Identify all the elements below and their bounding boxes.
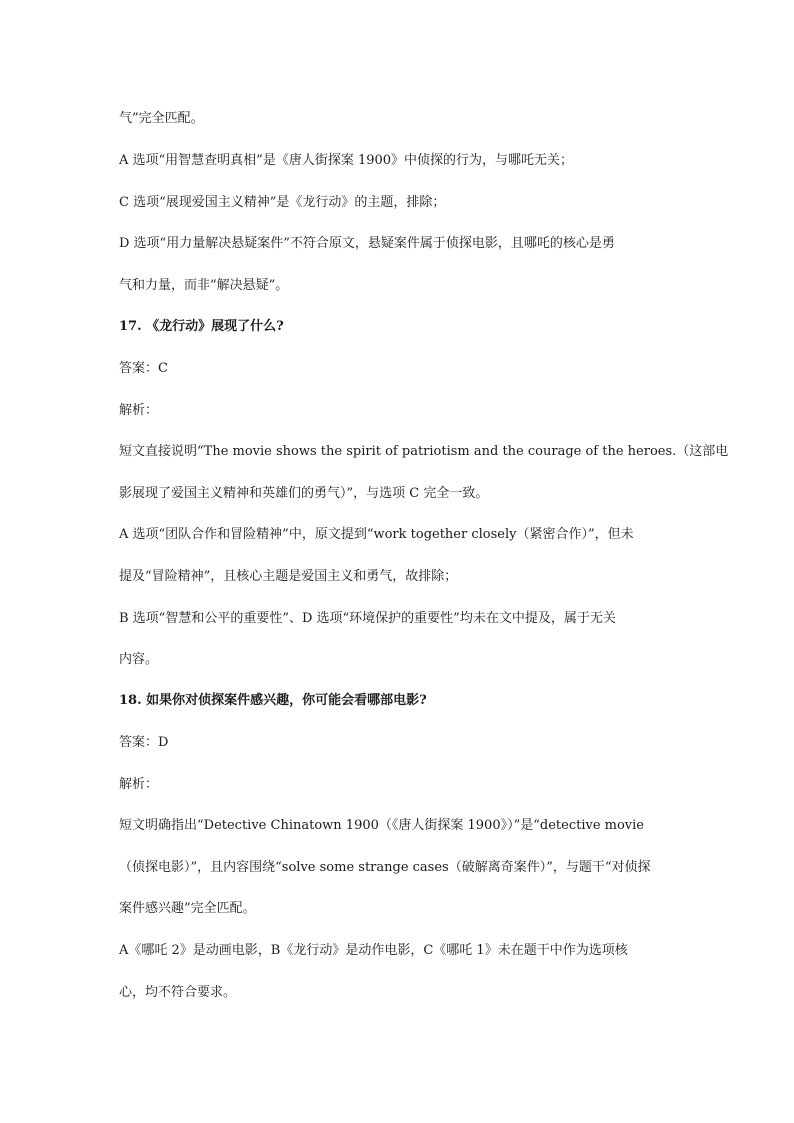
text-line: A 选项“团队合作和冒险精神”中，原文提到“work together closely（紧密合作）”，但未 bbox=[119, 527, 634, 542]
text-line: 气”完全匹配。 bbox=[119, 111, 204, 126]
answer-line: 答案：D bbox=[119, 735, 169, 750]
text-line: 提及“冒险精神”，且核心主题是爱国主义和勇气，故排除； bbox=[119, 569, 458, 584]
analysis-label: 解析： bbox=[119, 777, 159, 792]
text-line: （侦探电影）”，且内容围绕“solve some strange cases（破解离奇案件）”，与题干“对侦探 bbox=[119, 860, 651, 875]
text-line: 短文明确指出“Detective Chinatown 1900（《唐人街探案 1900》）”是“detective movie bbox=[119, 818, 645, 833]
text-line: 心，均不符合要求。 bbox=[119, 985, 237, 1000]
answer-line: 答案：C bbox=[119, 361, 168, 376]
text-line: A 选项“用智慧查明真相”是《唐人街探案 1900》中侦探的行为，与哪吒无关； bbox=[119, 153, 574, 168]
text-line: C 选项“展现爱国主义精神”是《龙行动》的主题，排除； bbox=[119, 195, 446, 210]
text-line: 影展现了爱国主义精神和英雄们的勇气）”，与选项 C 完全一致。 bbox=[119, 486, 489, 501]
text-line: A《哪吒 2》是动画电影，B《龙行动》是动作电影，C《哪吒 1》未在题干中作为选项核 bbox=[119, 943, 628, 958]
text-line: D 选项“用力量解决悬疑案件”不符合原文，悬疑案件属于侦探电影，且哪吒的核心是勇 bbox=[119, 236, 615, 251]
question-heading: 18. 如果你对侦探案件感兴趣，你可能会看哪部电影? bbox=[119, 693, 427, 708]
text-line: 内容。 bbox=[119, 652, 159, 667]
text-line: B 选项“智慧和公平的重要性”、D 选项“环境保护的重要性”均未在文中提及，属于无关 bbox=[119, 611, 616, 626]
question-heading: 17. 《龙行动》展现了什么? bbox=[119, 319, 284, 334]
text-line: 案件感兴趣”完全匹配。 bbox=[119, 901, 256, 916]
analysis-label: 解析： bbox=[119, 403, 159, 418]
text-line: 气和力量，而非“解决悬疑”。 bbox=[119, 278, 289, 293]
text-line: 短文直接说明“The movie shows the spirit of patriotism and the courage of the heroes.（这部电 bbox=[119, 444, 729, 459]
